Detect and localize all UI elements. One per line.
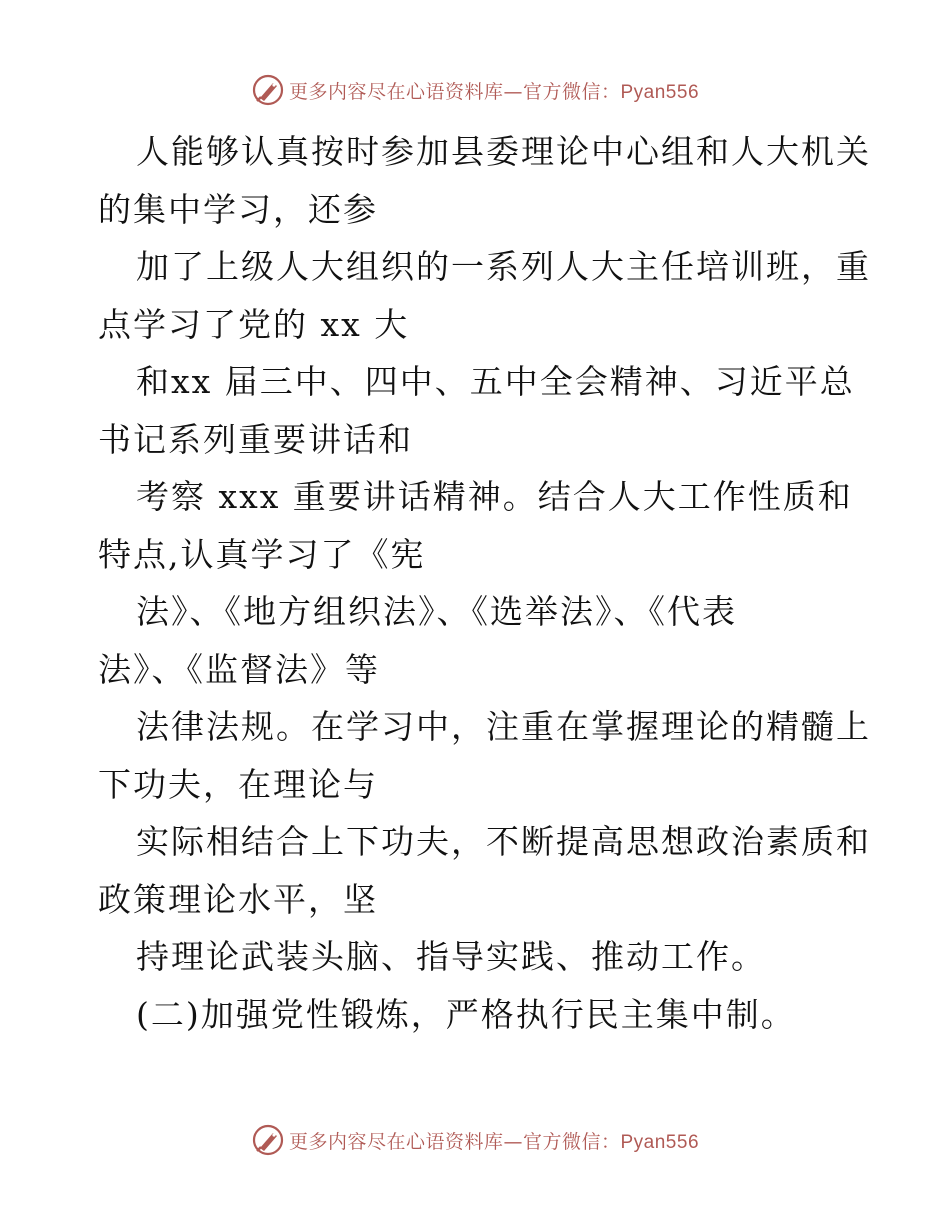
paragraph-line: 考察 xxx 重要讲话精神。结合人大工作性质和 (136, 477, 853, 516)
pen-nib-circle-icon (251, 1123, 285, 1157)
header-watermark (0, 72, 950, 108)
paragraph-5 (98, 583, 858, 698)
watermark-text-cn: 更多内容尽在心语资料库—官方微信： (288, 80, 621, 103)
paragraph-line: 政策理论水平，坚 (98, 879, 378, 919)
paragraph-line: 书记系列重要讲话和 (98, 419, 413, 459)
paragraph-line: 法》、《地方组织法》、《选举法》、《代表 (136, 592, 737, 631)
paragraph-line: 下功夫，在理论与 (98, 764, 378, 804)
paragraph-2 (98, 238, 871, 353)
watermark-wechat-id: Pyan556 (620, 81, 700, 103)
paragraph-line: 点学习了党的 xx 大 (98, 304, 410, 344)
paragraph-1 (98, 123, 871, 238)
paragraph-line: 的集中学习，还参 (98, 189, 378, 229)
paragraph-line: 法律法规。在学习中，注重在掌握理论的精髓上 (136, 707, 871, 746)
paragraph-4 (98, 468, 858, 583)
watermark-text-cn: 更多内容尽在心语资料库—官方微信： (288, 1130, 621, 1153)
paragraph-6 (98, 698, 871, 813)
paragraph-line: 法》、《监督法》等 (98, 649, 380, 689)
section-heading: (二)加强党性锻炼，严格执行民主集中制。 (136, 994, 796, 1034)
watermark-text (289, 77, 699, 104)
paragraph-line: 实际相结合上下功夫，不断提高思想政治素质和 (136, 822, 871, 861)
paragraph-line: 人能够认真按时参加县委理论中心组和人大机关 (136, 132, 871, 171)
closing-line: 持理论武装头脑、指导实践、推动工作。 (136, 937, 766, 976)
watermark-text (289, 1127, 699, 1154)
paragraph-7 (98, 813, 871, 928)
document-body (98, 123, 871, 1043)
watermark-wechat-id: Pyan556 (620, 1131, 700, 1153)
footer-watermark (0, 1122, 950, 1158)
paragraph-line: 加了上级人大组织的一系列人大主任培训班，重 (136, 247, 871, 286)
paragraph-3 (98, 353, 858, 468)
pen-nib-circle-icon (251, 73, 285, 107)
paragraph-line: 特点,认真学习了《宪 (98, 534, 426, 574)
paragraph-line: 和xx 届三中、四中、五中全会精神、习近平总 (136, 362, 855, 401)
